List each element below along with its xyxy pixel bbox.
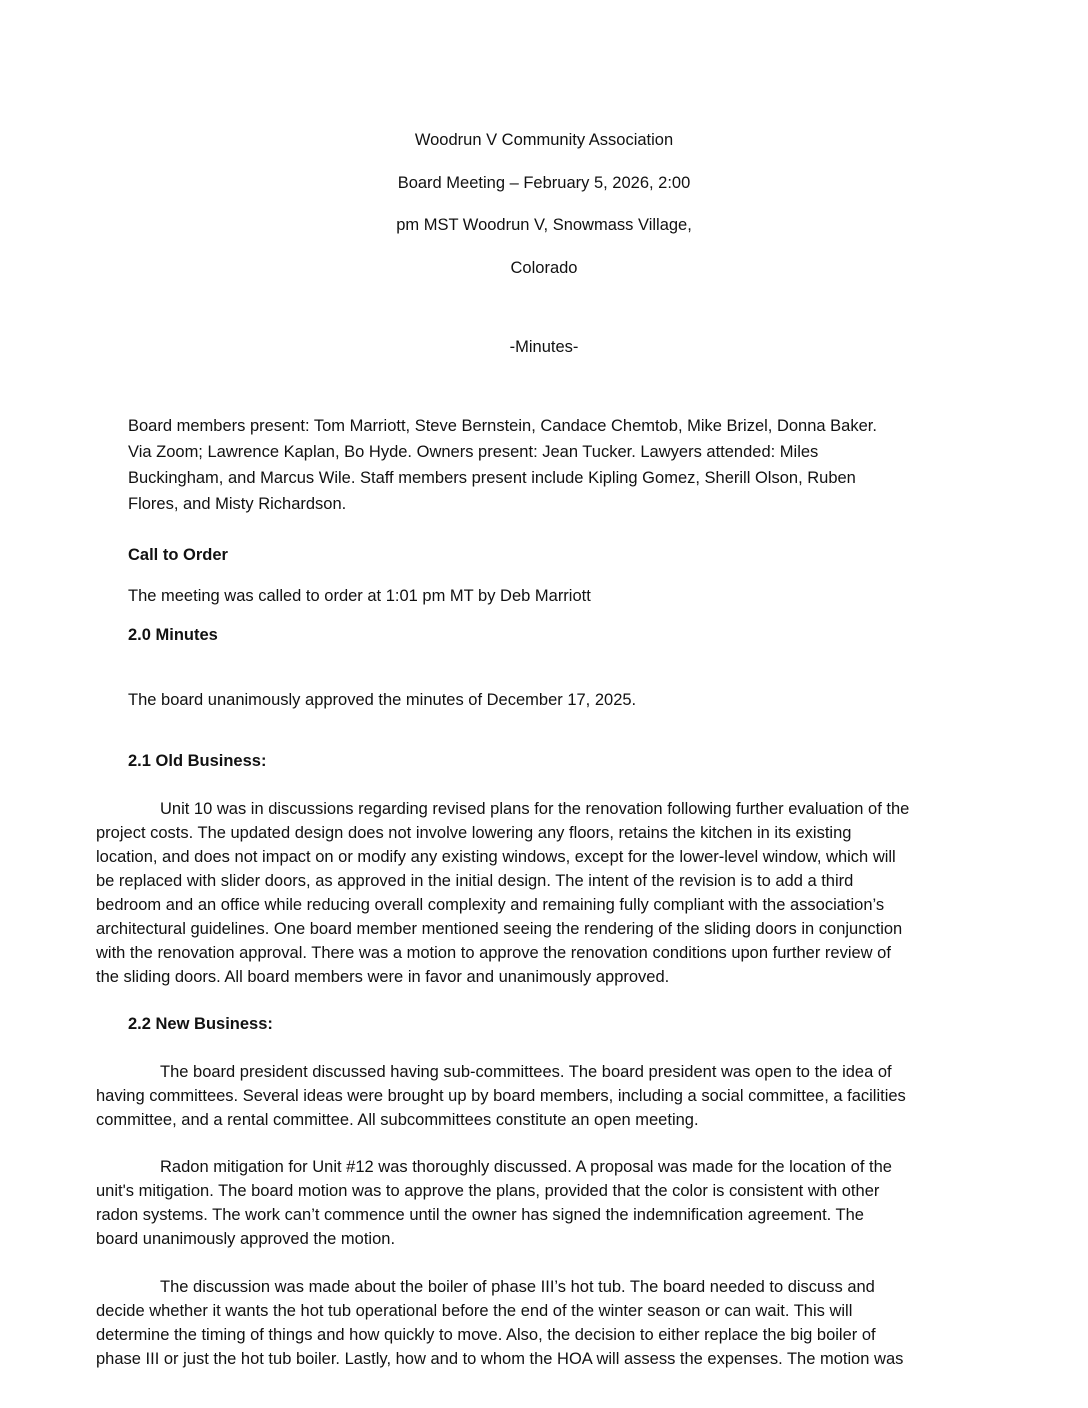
paragraph-line: with the renovation approval. There was a motion to approve the renovation conditions upon further review of bbox=[96, 944, 891, 962]
attendance-line: Via Zoom; Lawrence Kaplan, Bo Hyde. Owners present: Jean Tucker. Lawyers attended: Miles bbox=[128, 443, 819, 461]
paragraph-line: the sliding doors. All board members were in favor and unanimously approved. bbox=[96, 968, 670, 986]
old-business-paragraph bbox=[96, 797, 996, 989]
meeting-state-line: Colorado bbox=[510, 259, 578, 277]
org-title: Woodrun V Community Association bbox=[414, 131, 674, 149]
new-business-paragraph-3 bbox=[96, 1275, 996, 1371]
attendance-line: Board members present: Tom Marriott, Steve Bernstein, Candace Chemtob, Mike Brizel, Donna Baker. bbox=[128, 417, 877, 435]
paragraph-line: Unit 10 was in discussions regarding revised plans for the renovation following further evaluation of the bbox=[160, 800, 910, 818]
attendance-line: Buckingham, and Marcus Wile. Staff members present include Kipling Gomez, Sherill Olson, Ruben bbox=[128, 469, 856, 487]
paragraph-line: The board president discussed having sub-committees. The board president was open to the idea of bbox=[160, 1063, 892, 1081]
call-to-order-heading: Call to Order bbox=[128, 546, 228, 564]
attendance-line: Flores, and Misty Richardson. bbox=[128, 495, 347, 513]
paragraph-line: unit's mitigation. The board motion was to approve the plans, provided that the color is consistent with other bbox=[96, 1182, 880, 1200]
paragraph-line: committee, and a rental committee. All subcommittees constitute an open meeting. bbox=[96, 1111, 699, 1129]
paragraph-line: bedroom and an office while reducing overall complexity and remaining fully compliant with the association’s bbox=[96, 896, 885, 914]
paragraph-line: The discussion was made about the boiler of phase III’s hot tub. The board needed to discuss and bbox=[160, 1278, 875, 1296]
minutes-text: The board unanimously approved the minutes of December 17, 2025. bbox=[128, 691, 637, 709]
paragraph-line: having committees. Several ideas were brought up by board members, including a social committee, a facilities bbox=[96, 1087, 906, 1105]
paragraph-line: be replaced with slider doors, as approved in the initial design. The intent of the revision is to add a third bbox=[96, 872, 854, 890]
minutes-label: -Minutes- bbox=[509, 338, 579, 356]
meeting-location-line: pm MST Woodrun V, Snowmass Village, bbox=[396, 216, 692, 234]
paragraph-line: radon systems. The work can’t commence until the owner has signed the indemnification agreement. The bbox=[96, 1206, 864, 1224]
meeting-line: Board Meeting – February 5, 2026, 2:00 bbox=[397, 174, 691, 192]
paragraph-line: Radon mitigation for Unit #12 was thoroughly discussed. A proposal was made for the location of the bbox=[160, 1158, 892, 1176]
attendance-paragraph bbox=[128, 413, 877, 517]
old-business-heading: 2.1 Old Business: bbox=[128, 752, 267, 770]
paragraph-line: architectural guidelines. One board member mentioned seeing the rendering of the sliding doors in conjunction bbox=[96, 920, 903, 938]
paragraph-line: location, and does not impact on or modify any existing windows, except for the lower-level window, which will bbox=[96, 848, 896, 866]
paragraph-line: determine the timing of things and how quickly to move. Also, the decision to either replace the big boiler of bbox=[96, 1326, 876, 1344]
paragraph-line: decide whether it wants the hot tub operational before the end of the winter season or can wait. This will bbox=[96, 1302, 853, 1320]
new-business-paragraph-1 bbox=[96, 1060, 996, 1132]
minutes-heading: 2.0 Minutes bbox=[128, 626, 218, 644]
new-business-heading: 2.2 New Business: bbox=[128, 1015, 273, 1033]
new-business-paragraph-2 bbox=[96, 1155, 996, 1251]
call-to-order-text: The meeting was called to order at 1:01 pm MT by Deb Marriott bbox=[128, 587, 591, 605]
paragraph-line: board unanimously approved the motion. bbox=[96, 1230, 396, 1248]
paragraph-line: phase III or just the hot tub boiler. Lastly, how and to whom the HOA will assess the expenses. The motion was bbox=[96, 1350, 904, 1368]
paragraph-line: project costs. The updated design does not involve lowering any floors, retains the kitchen in its existing bbox=[96, 824, 852, 842]
